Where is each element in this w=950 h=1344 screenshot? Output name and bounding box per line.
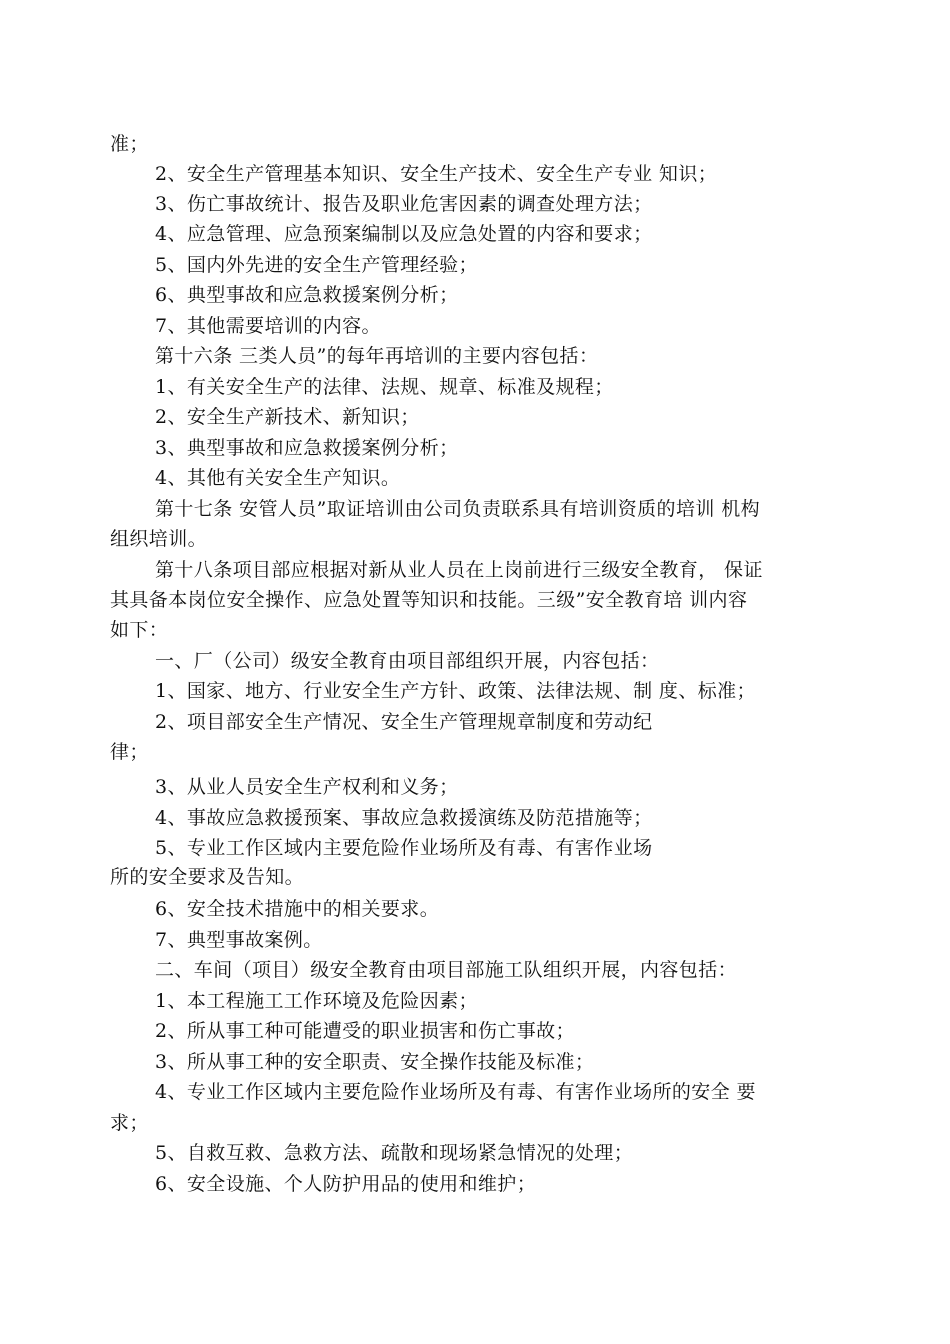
section-heading: 一、厂（公司）级安全教育由项目部组织开展，内容包括：	[155, 650, 660, 672]
text-line: 5、专业工作区域内主要危险作业场所及有毒、有害作业场	[155, 837, 653, 859]
text-line: 4、事故应急救援预案、事故应急救援演练及防范措施等；	[155, 807, 653, 829]
text-line: 6、安全设施、个人防护用品的使用和维护；	[155, 1173, 537, 1195]
text-line: 准；	[110, 133, 149, 155]
article-heading: 第十七条 安管人员”取证培训由公司负责联系具有培训资质的培训 机构	[155, 498, 760, 520]
text-line: 5、国内外先进的安全生产管理经验；	[155, 254, 478, 276]
text-line: 2、所从事工种可能遭受的职业损害和伤亡事故；	[155, 1020, 575, 1042]
text-line: 所的安全要求及告知。	[110, 866, 305, 888]
text-line: 7、典型事故案例。	[155, 929, 323, 951]
text-line: 6、典型事故和应急救援案例分析；	[155, 284, 459, 306]
article-heading: 第十八条项目部应根据对新从业人员在上岗前进行三级安全教育， 保证	[155, 559, 763, 581]
text-line: 3、典型事故和应急救援案例分析；	[155, 437, 459, 459]
text-line: 1、本工程施工工作环境及危险因素；	[155, 990, 478, 1012]
article-heading: 第十六条 三类人员”的每年再培训的主要内容包括：	[155, 345, 599, 367]
text-line: 其具备本岗位安全操作、应急处置等知识和技能。三级”安全教育培 训内容	[110, 589, 748, 611]
text-line: 4、专业工作区域内主要危险作业场所及有毒、有害作业场所的安全 要	[155, 1081, 756, 1103]
text-line: 1、国家、地方、行业安全生产方针、政策、法律法规、制 度、标准；	[155, 680, 756, 702]
text-line: 6、安全技术措施中的相关要求。	[155, 898, 440, 920]
text-line: 组织培训。	[110, 528, 208, 550]
text-line: 3、从业人员安全生产权利和义务；	[155, 776, 459, 798]
text-line: 2、安全生产管理基本知识、安全生产技术、安全生产专业 知识；	[155, 163, 718, 185]
text-line: 2、项目部安全生产情况、安全生产管理规章制度和劳动纪	[155, 711, 653, 733]
text-line: 3、所从事工种的安全职责、安全操作技能及标准；	[155, 1051, 595, 1073]
text-line: 律；	[110, 741, 149, 763]
text-line: 3、伤亡事故统计、报告及职业危害因素的调查处理方法；	[155, 193, 653, 215]
text-line: 1、有关安全生产的法律、法规、规章、标准及规程；	[155, 376, 614, 398]
text-line: 7、其他需要培训的内容。	[155, 315, 381, 337]
text-line: 4、应急管理、应急预案编制以及应急处置的内容和要求；	[155, 223, 653, 245]
text-line: 如下：	[110, 619, 169, 641]
text-line: 4、其他有关安全生产知识。	[155, 467, 401, 489]
text-line: 5、自救互救、急救方法、疏散和现场紧急情况的处理；	[155, 1142, 634, 1164]
text-line: 求；	[110, 1112, 149, 1134]
section-heading: 二、车间（项目）级安全教育由项目部施工队组织开展，内容包括：	[155, 959, 738, 981]
text-line: 2、安全生产新技术、新知识；	[155, 406, 420, 428]
